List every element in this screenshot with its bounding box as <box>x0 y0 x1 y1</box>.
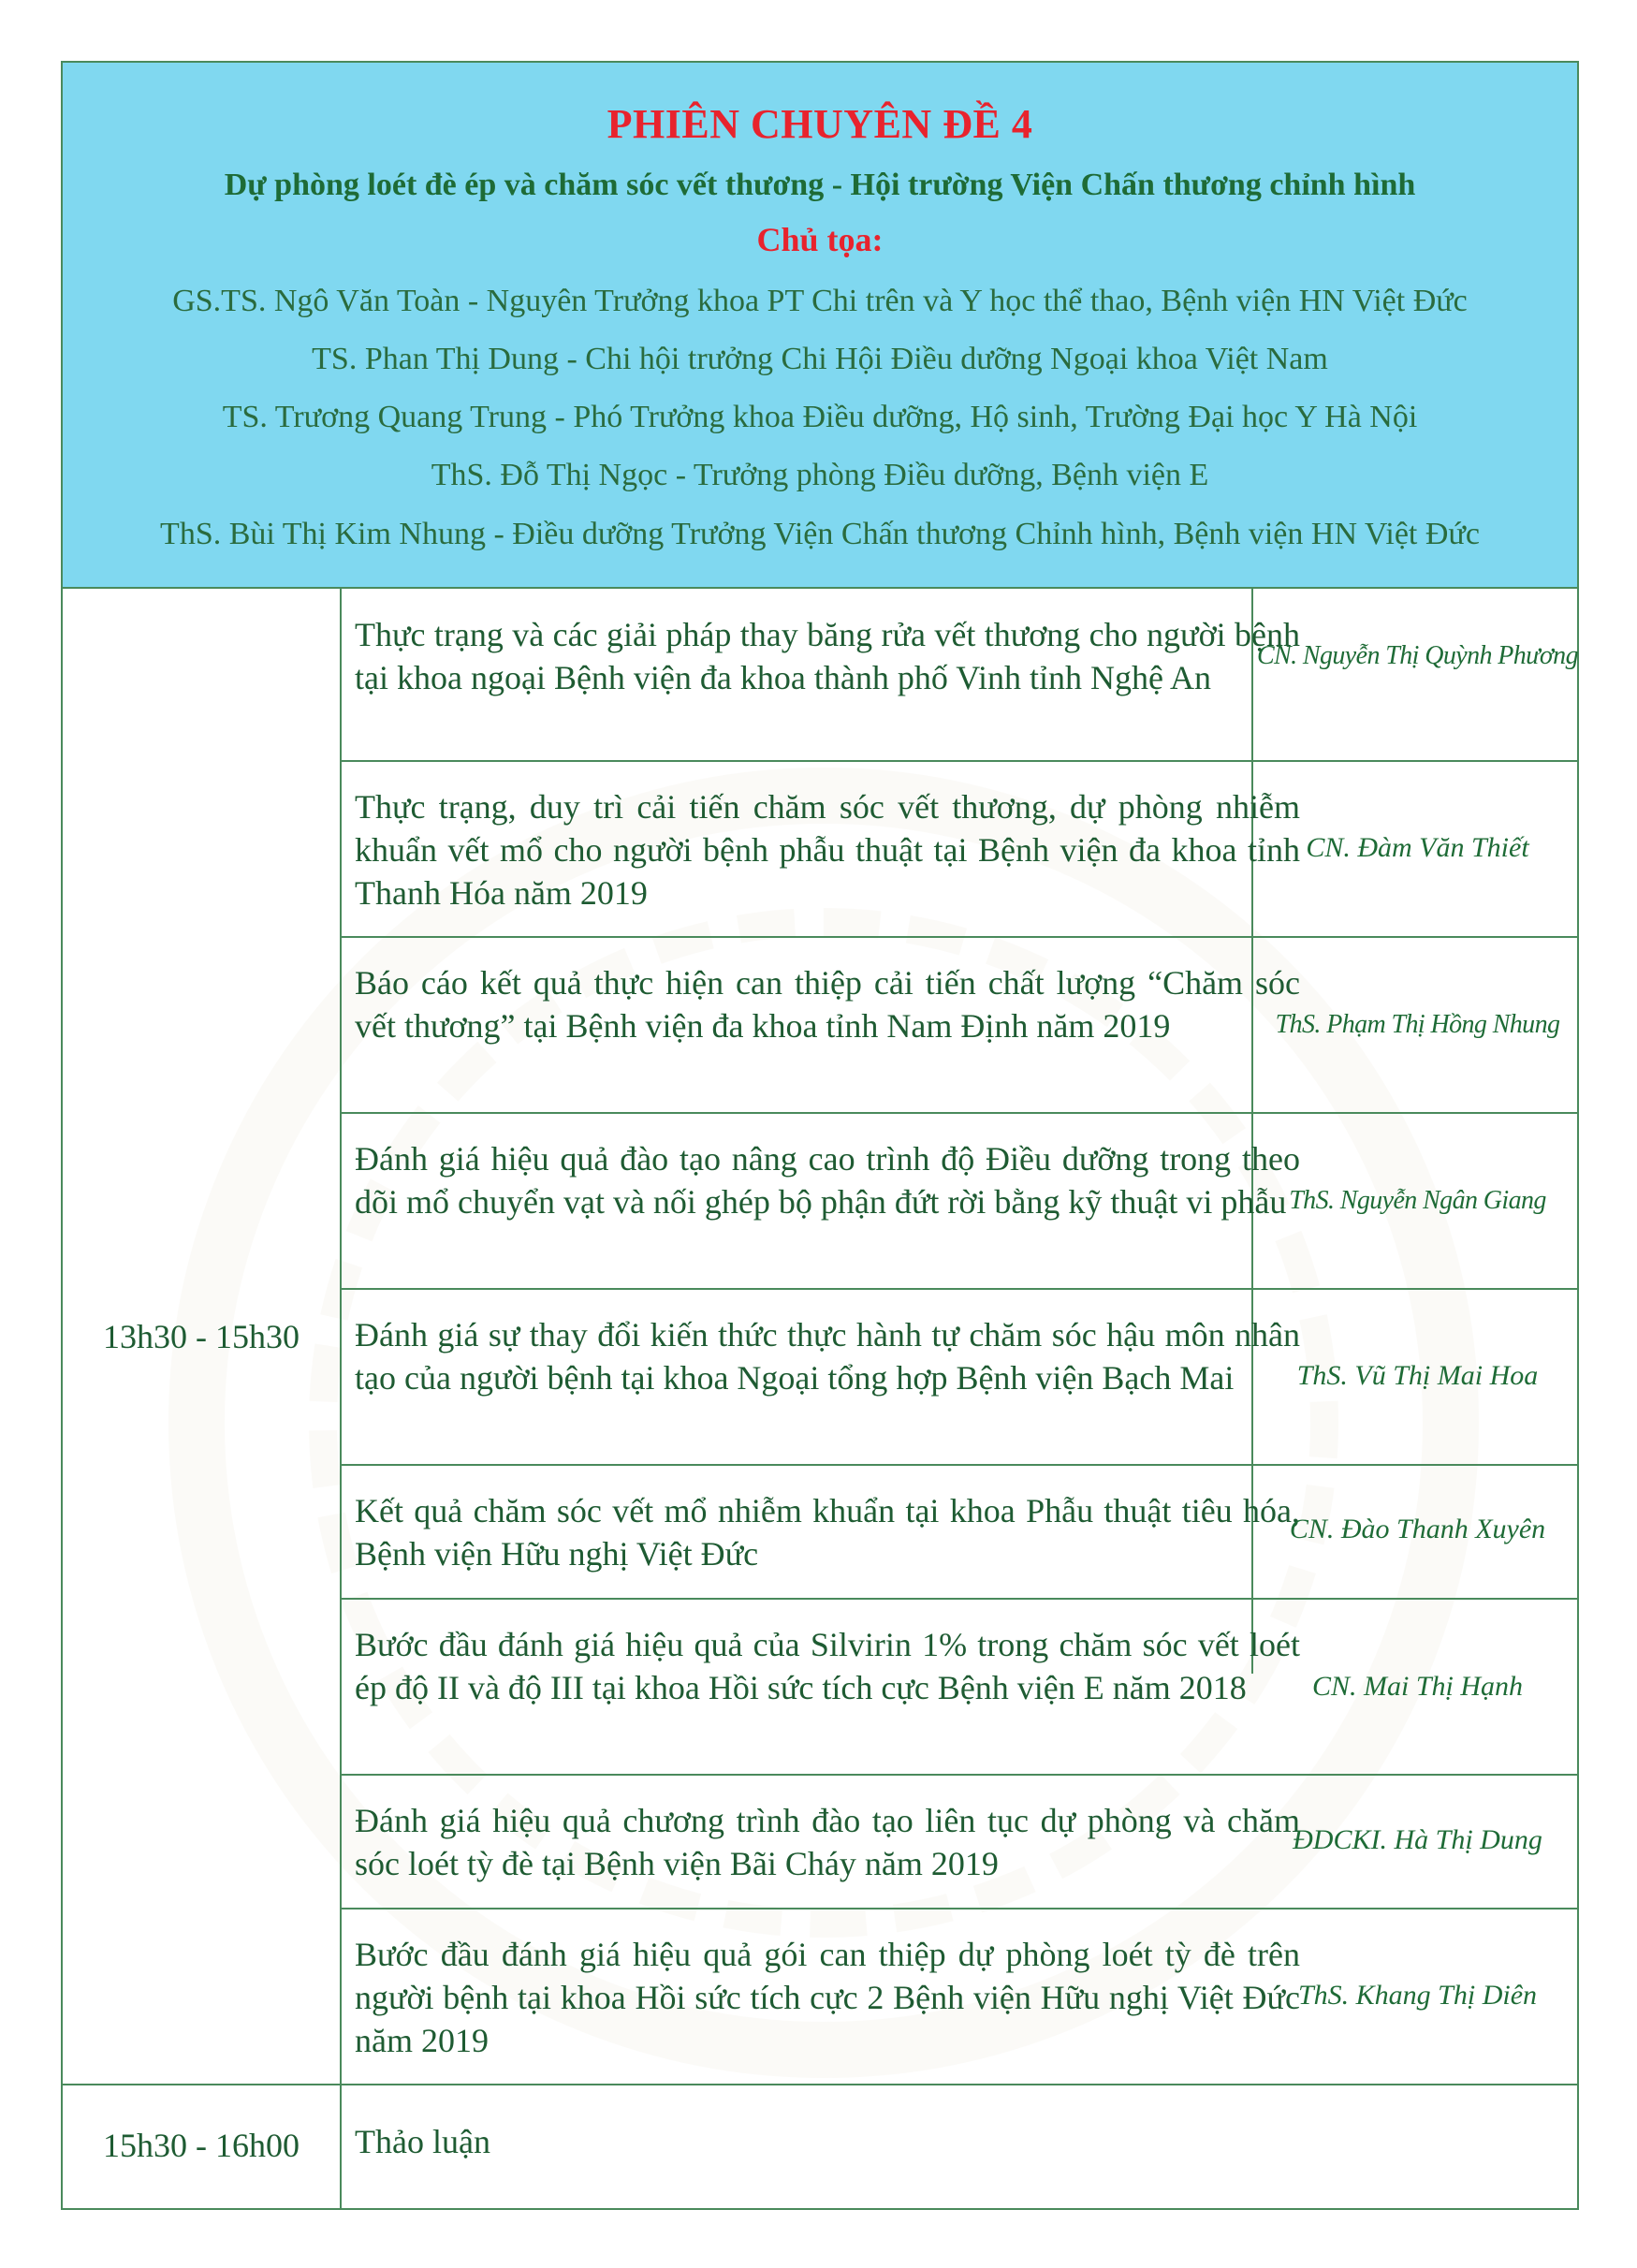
chair-person: ThS. Bùi Thị Kim Nhung - Điều dưỡng Trưởng Viện Chấn thương Chỉnh hình, Bệnh viện HN Việt Đức <box>160 517 1480 551</box>
presentation-topic: Đánh giá hiệu quả đào tạo nâng cao trình độ Điều dưỡng trong theo dõi mổ chuyển vạt và nối ghép bộ phận đứt rời bằng kỹ thuật vi phẫu <box>355 1140 1300 1221</box>
chair-label: Chủ tọa: <box>756 221 884 258</box>
presenter-name: CN. Mai Thị Hạnh <box>1311 1671 1524 1702</box>
presentation-topic: Báo cáo kết quả thực hiện can thiệp cải tiến chất lượng “Chăm sóc vết thương” tại Bệnh viện đa khoa tỉnh Nam Định năm 2019 <box>355 964 1300 1045</box>
row-divider <box>340 1464 1577 1466</box>
presentation-topic: Bước đầu đánh giá hiệu quả gói can thiệp dự phòng loét tỳ đè trên người bệnh tại khoa Hồi sức tích cực 2 Bệnh viện Hữu nghị Việt Đức năm 2019 <box>355 1936 1300 2059</box>
chair-person: GS.TS. Ngô Văn Toàn - Nguyên Trưởng khoa PT Chi trên và Y học thể thao, Bệnh viện HN Việt Đức <box>172 284 1468 318</box>
row-divider <box>340 1112 1577 1114</box>
session-header <box>63 63 1577 589</box>
session-subtitle: Dự phòng loét đè ép và chăm sóc vết thương - Hội trường Viện Chấn thương chỉnh hình <box>224 168 1416 202</box>
presenter-name: CN. Đàm Văn Thiết <box>1306 832 1529 863</box>
session-title: PHIÊN CHUYÊN ĐỀ 4 <box>607 101 1033 147</box>
program-table <box>61 61 1579 2210</box>
chair-person: TS. Phan Thị Dung - Chi hội trưởng Chi Hội Điều dưỡng Ngoại khoa Việt Nam <box>312 342 1328 376</box>
presentation-topic: Đánh giá sự thay đổi kiến thức thực hành tự chăm sóc hậu môn nhân tạo của người bệnh tại khoa Ngoại tổng hợp Bệnh viện Bạch Mai <box>355 1316 1300 1397</box>
presentation-topic: Kết quả chăm sóc vết mổ nhiễm khuẩn tại khoa Phẫu thuật tiêu hóa, Bệnh viện Hữu nghị Việt Đức <box>355 1492 1300 1573</box>
presentation-topic: Đánh giá hiệu quả chương trình đào tạo liên tục dự phòng và chăm sóc loét tỳ đè tại Bệnh viện Bãi Cháy năm 2019 <box>355 1802 1300 1882</box>
presenter-name: ThS. Khang Thị Diên <box>1297 1980 1538 2011</box>
presentation-topic: Thực trạng, duy trì cải tiến chăm sóc vết thương, dự phòng nhiễm khuẩn vết mổ cho người bệnh phẫu thuật tại Bệnh viện đa khoa tỉnh Thanh Hóa năm 2019 <box>355 788 1300 912</box>
column-divider <box>340 589 342 2208</box>
chair-person: TS. Trương Quang Trung - Phó Trưởng khoa Điều dưỡng, Hộ sinh, Trường Đại học Y Hà Nội <box>222 400 1418 434</box>
chair-person: ThS. Đỗ Thị Ngọc - Trưởng phòng Điều dưỡng, Bệnh viện E <box>431 458 1209 492</box>
row-divider <box>340 1774 1577 1776</box>
presenter-name: CN. Đào Thanh Xuyên <box>1289 1514 1546 1544</box>
presenter-name: CN. Nguyễn Thị Quỳnh Phương <box>1256 641 1578 670</box>
presentation-topic: Bước đầu đánh giá hiệu quả của Silvirin 1% trong chăm sóc vết loét ép độ II và độ III tại khoa Hồi sức tích cực Bệnh viện E năm 2018 <box>355 1626 1300 1706</box>
row-divider <box>340 936 1577 938</box>
row-divider <box>340 1288 1577 1290</box>
discussion-label: Thảo luận <box>355 2123 490 2160</box>
row-divider <box>340 1598 1577 1600</box>
presenter-name: ThS. Vũ Thị Mai Hoa <box>1296 1360 1539 1391</box>
time-slot: 15h30 - 16h00 <box>103 2127 300 2164</box>
presenter-name: ThS. Nguyễn Ngân Giang <box>1289 1186 1546 1215</box>
presentation-topic: Thực trạng và các giải pháp thay băng rửa vết thương cho người bệnh tại khoa ngoại Bệnh viện đa khoa thành phố Vinh tỉnh Nghệ An <box>355 616 1300 696</box>
row-divider <box>340 1908 1577 1910</box>
presenter-name: ĐDCKI. Hà Thị Dung <box>1293 1824 1542 1855</box>
time-slot: 13h30 - 15h30 <box>103 1318 300 1355</box>
time-block-divider <box>63 2084 1577 2085</box>
row-divider <box>340 760 1577 762</box>
presenter-name: ThS. Phạm Thị Hồng Nhung <box>1275 1010 1560 1039</box>
